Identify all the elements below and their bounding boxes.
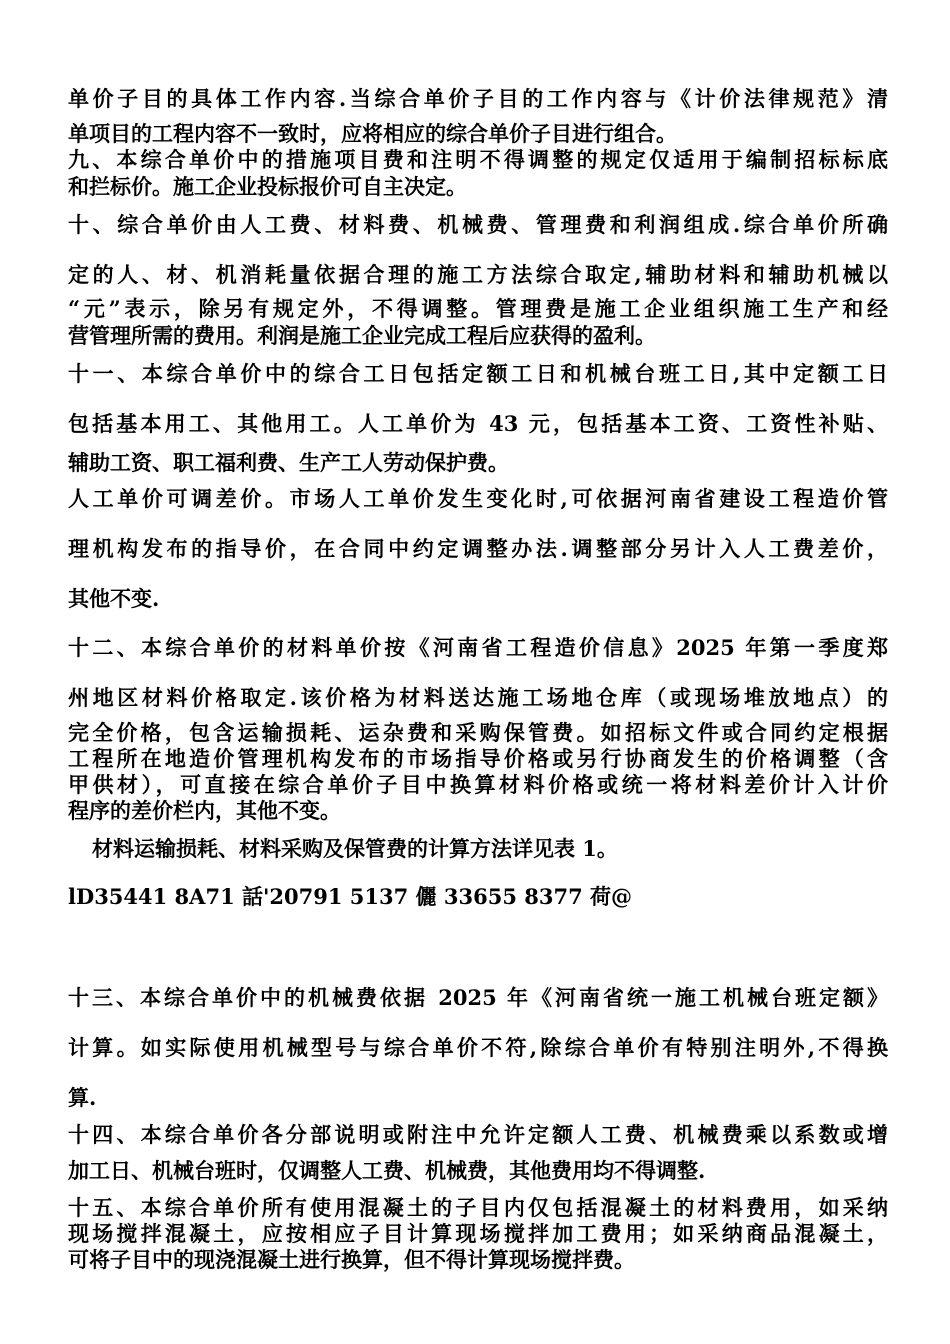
text-line: 算. (68, 1085, 97, 1110)
text-line: “元”表示，除另有规定外，不得调整。管理费是施工企业组织施工生产和经 (68, 296, 888, 321)
text-line: 和拦标价。施工企业投标报价可自主决定。 (68, 174, 467, 199)
text-line: 定的人、材、机消耗量依据合理的施工方法综合取定,辅助材料和辅助机械以 (68, 262, 888, 287)
text-line: 理机构发布的指导价，在合同中约定调整办法.调整部分另计入人工费差价， (68, 536, 888, 561)
text-line: 辅助工资、职工福利费、生产工人劳动保护费。 (68, 450, 509, 475)
text-line: 可将子目中的现浇混凝土进行换算，但不得计算现场搅拌费。 (68, 1247, 635, 1272)
text-line: 人工单价可调差价。市场人工单价发生变化时,可依据河南省建设工程造价管 (68, 486, 888, 511)
text-line: 十四、本综合单价各分部说明或附注中允许定额人工费、机械费乘以系数或增 (68, 1122, 888, 1147)
text-line: 单价子目的具体工作内容.当综合单价子目的工作内容与《计价法律规范》清 (68, 86, 888, 111)
text-line: 十三、本综合单价中的机械费依据 2025 年《河南省统一施工机械台班定额》 (68, 985, 888, 1010)
text-line: 单项目的工程内容不一致时，应将相应的综合单价子目进行组合。 (68, 121, 677, 146)
text-line: 十五、本综合单价所有使用混凝土的子目内仅包括混凝土的材料费用，如采纳 (68, 1195, 888, 1220)
text-line: 营管理所需的费用。利润是施工企业完成工程后应获得的盈利。 (68, 323, 656, 348)
text-line: 甲供材），可直接在综合单价子目中换算材料价格或统一将材料差价计入计价 (68, 772, 888, 797)
text-line: 州地区材料价格取定.该价格为材料送达施工场地仓库（或现场堆放地点）的 (68, 685, 888, 710)
text-line: 计算。如实际使用机械型号与综合单价不符,除综合单价有特别注明外,不得换 (68, 1035, 888, 1060)
text-line: 包括基本用工、其他用工。人工单价为 43 元，包括基本工资、工资性补贴、 (68, 411, 888, 436)
text-line: 加工日、机械台班时，仅调整人工费、机械费，其他费用均不得调整. (68, 1158, 706, 1183)
text-line: 十一、本综合单价中的综合工日包括定额工日和机械台班工日,其中定额工日 (68, 361, 888, 386)
text-line: 完全价格，包含运输损耗、运杂费和采购保管费。如招标文件或合同约定根据 (68, 720, 888, 745)
text-line: lD35441 8A71 話'20791 5137 儷 33655 8377 荷@ (68, 884, 632, 909)
text-line: 九、本综合单价中的措施项目费和注明不得调整的规定仅适用于编制招标标底 (68, 147, 888, 172)
text-line: 工程所在地造价管理机构发布的市场指导价格或另行协商发生的价格调整（含 (68, 746, 888, 771)
text-line: 十、综合单价由人工费、材料费、机械费、管理费和利润组成.综合单价所确 (68, 212, 888, 237)
text-line: 材料运输损耗、材料采购及保管费的计算方法详见表 1。 (92, 836, 618, 861)
text-line: 其他不变. (68, 586, 160, 611)
text-line: 现场搅拌混凝土，应按相应子目计算现场搅拌加工费用；如采纳商品混凝土， (68, 1221, 888, 1246)
text-line: 十二、本综合单价的材料单价按《河南省工程造价信息》2025 年第一季度郑 (68, 635, 888, 660)
text-line: 程序的差价栏内，其他不变。 (68, 798, 341, 823)
